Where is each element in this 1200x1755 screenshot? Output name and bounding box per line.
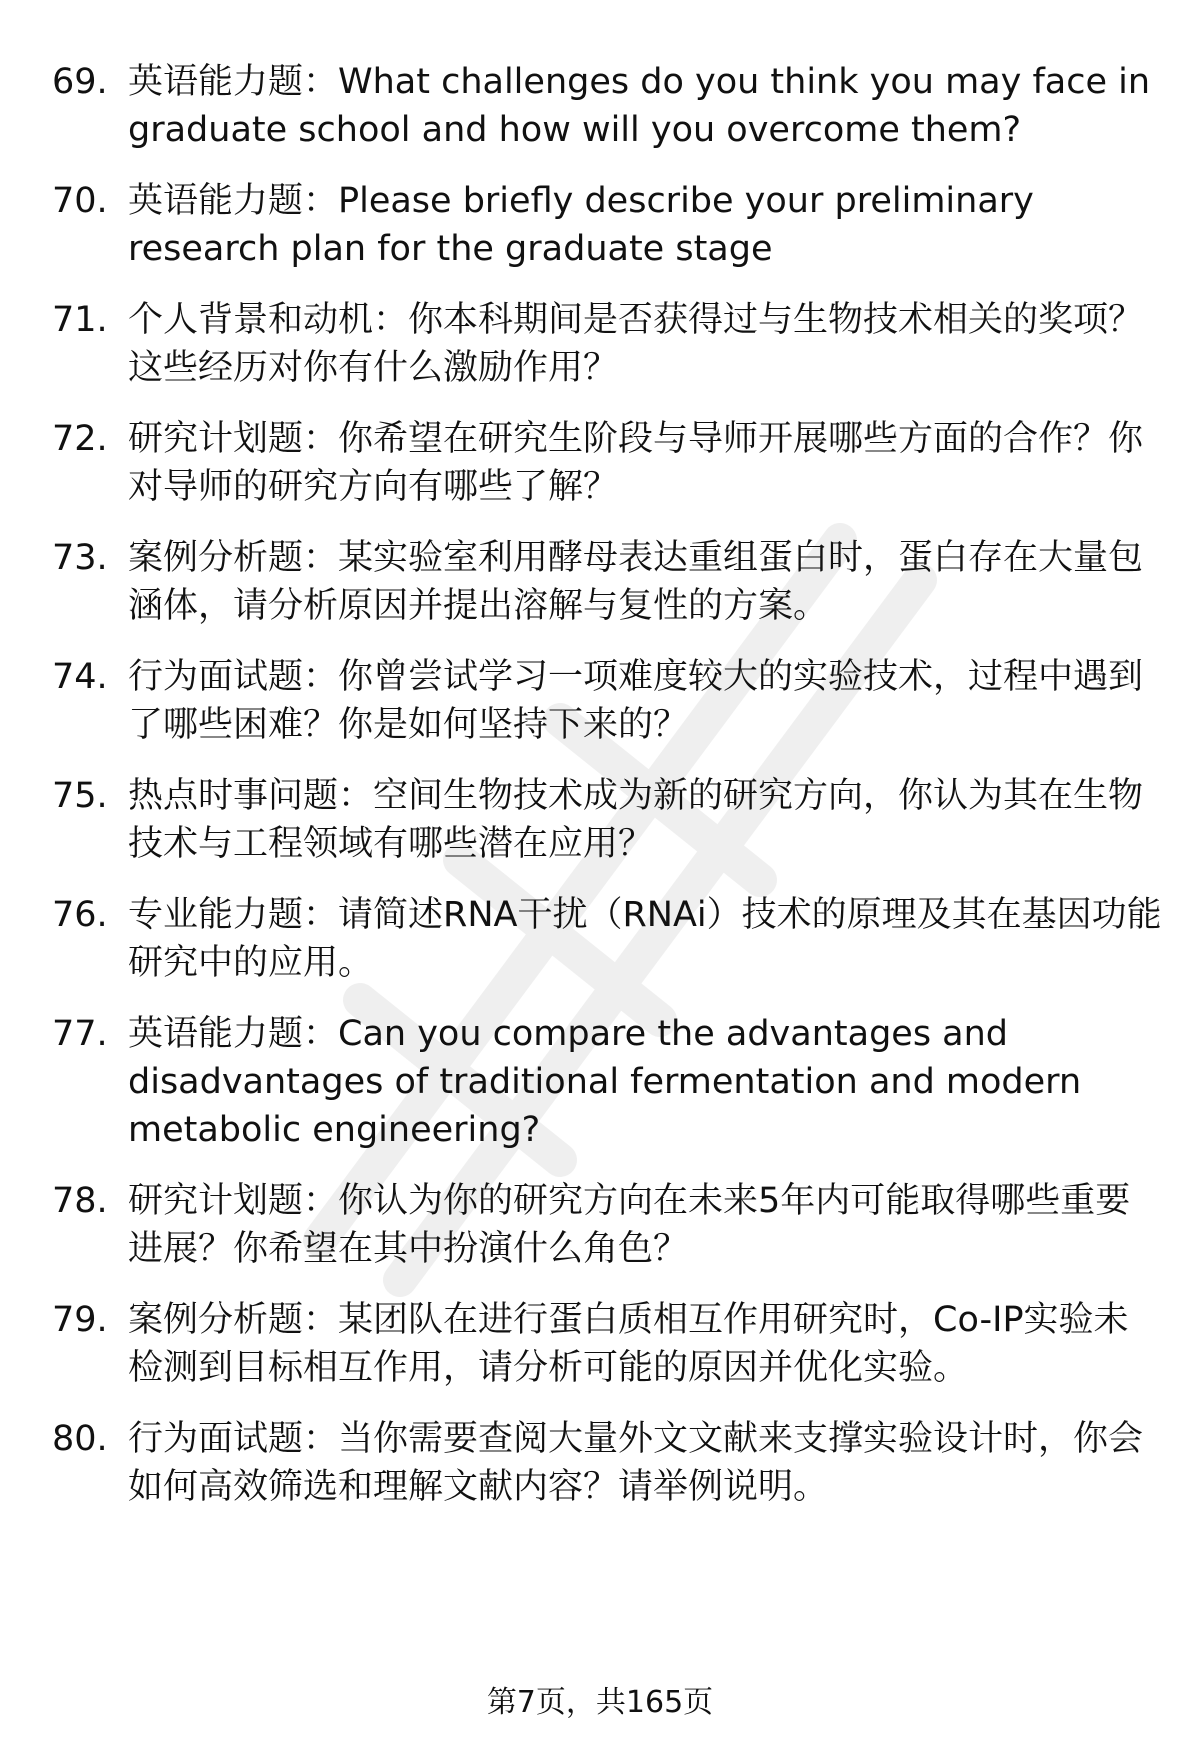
question-number: 69.: [52, 62, 108, 102]
question-text: 英语能力题：Can you compare the advantages and disadvantages of traditional fermentation and modern metabolic engineering?: [128, 1014, 1082, 1150]
question-number: 71.: [52, 300, 108, 340]
question-number: 74.: [52, 657, 108, 697]
question-item: [52, 653, 1162, 749]
question-item: [52, 296, 1162, 392]
question-number: 79.: [52, 1300, 108, 1340]
question-text: 专业能力题：请简述RNA干扰（RNAi）技术的原理及其在基因功能研究中的应用。: [128, 895, 1162, 983]
question-item: [52, 1177, 1162, 1273]
question-number: 75.: [52, 776, 108, 816]
question-text: 研究计划题：你希望在研究生阶段与导师开展哪些方面的合作？你对导师的研究方向有哪些了解？: [128, 419, 1144, 507]
question-text: 热点时事问题：空间生物技术成为新的研究方向，你认为其在生物技术与工程领域有哪些潜在应用？: [128, 776, 1144, 864]
question-text: 案例分析题：某团队在进行蛋白质相互作用研究时，Co-IP实验未检测到目标相互作用，请分析可能的原因并优化实验。: [128, 1300, 1129, 1388]
question-item: [52, 891, 1162, 987]
question-item: [52, 58, 1162, 154]
question-number: 78.: [52, 1181, 108, 1221]
question-item: [52, 1296, 1162, 1392]
question-text: 英语能力题：Please briefly describe your preliminary research plan for the graduate stage: [128, 181, 1034, 269]
question-text: 个人背景和动机：你本科期间是否获得过与生物技术相关的奖项？这些经历对你有什么激励作用？: [128, 300, 1144, 388]
question-number: 73.: [52, 538, 108, 578]
page-footer: 第7页，共165页: [486, 1685, 714, 1720]
question-item: [52, 1415, 1162, 1511]
question-text: 行为面试题：当你需要查阅大量外文文献来支撑实验设计时，你会如何高效筛选和理解文献内容？请举例说明。: [128, 1419, 1144, 1507]
question-list: [52, 58, 1162, 1511]
question-text: 案例分析题：某实验室利用酵母表达重组蛋白时，蛋白存在大量包涵体，请分析原因并提出溶解与复性的方案。: [128, 538, 1144, 626]
question-text: 英语能力题：What challenges do you think you may face in graduate school and how will you overcome them?: [128, 62, 1151, 150]
question-item: [52, 772, 1162, 868]
question-text: 研究计划题：你认为你的研究方向在未来5年内可能取得哪些重要进展？你希望在其中扮演什么角色？: [128, 1181, 1131, 1269]
question-number: 76.: [52, 895, 108, 935]
question-item: [52, 1010, 1162, 1154]
question-item: [52, 534, 1162, 630]
question-number: 70.: [52, 181, 108, 221]
question-number: 72.: [52, 419, 108, 459]
question-number: 80.: [52, 1419, 108, 1459]
question-item: [52, 415, 1162, 511]
question-item: [52, 177, 1162, 273]
question-number: 77.: [52, 1014, 108, 1054]
question-text: 行为面试题：你曾尝试学习一项难度较大的实验技术，过程中遇到了哪些困难？你是如何坚持下来的？: [128, 657, 1144, 745]
